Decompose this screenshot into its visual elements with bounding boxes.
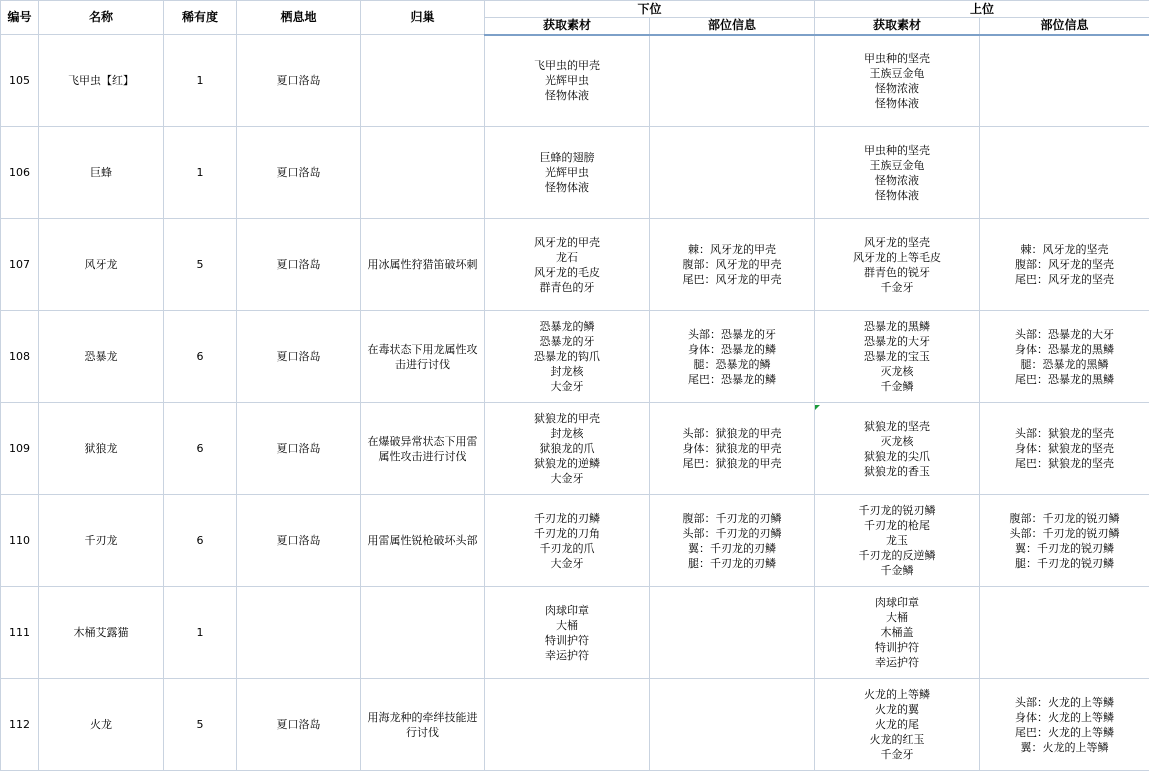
cell-low-parts: 头部：狱狼龙的甲壳 身体：狱狼龙的甲壳 尾巴：狱狼龙的甲壳 <box>650 403 815 495</box>
cell-habitat: 夏口洛岛 <box>237 127 361 219</box>
cell-name: 木桶艾露猫 <box>39 587 164 679</box>
cell-name: 飞甲虫【红】 <box>39 35 164 127</box>
table-row <box>1 35 1149 127</box>
cell-id: 106 <box>1 127 39 219</box>
cell-low-materials: 狱狼龙的甲壳 封龙核 狱狼龙的爪 狱狼龙的逆鳞 大金牙 <box>485 403 650 495</box>
cell-note: 用雷属性锐枪破坏头部 <box>361 495 485 587</box>
cell-id: 105 <box>1 35 39 127</box>
header-category: 归巢 <box>361 1 485 35</box>
cell-low-parts: 腹部：千刃龙的刃鳞 头部：千刃龙的刃鳞 翼：千刃龙的刃鳞 腿：千刃龙的刃鳞 <box>650 495 815 587</box>
cell-rarity: 1 <box>164 587 237 679</box>
header-name: 名称 <box>39 1 164 35</box>
cell-name: 风牙龙 <box>39 219 164 311</box>
cell-note: 用冰属性狩猎笛破坏刺 <box>361 219 485 311</box>
header-rarity: 稀有度 <box>164 1 237 35</box>
cell-low-parts <box>650 127 815 219</box>
cell-rarity: 1 <box>164 35 237 127</box>
cell-rarity: 1 <box>164 127 237 219</box>
table-row <box>1 127 1149 219</box>
cell-high-materials: 甲虫种的坚壳 王族豆金龟 怪物浓液 怪物体液 <box>815 35 980 127</box>
cell-rarity: 5 <box>164 679 237 771</box>
cell-rarity: 6 <box>164 311 237 403</box>
cell-note <box>361 35 485 127</box>
cell-rarity: 6 <box>164 495 237 587</box>
cell-high-parts <box>980 35 1149 127</box>
table-row <box>1 403 1149 495</box>
cell-note <box>361 127 485 219</box>
cell-name: 火龙 <box>39 679 164 771</box>
header-id: 编号 <box>1 1 39 35</box>
table-row <box>1 219 1149 311</box>
cell-high-materials: 甲虫种的坚壳 王族豆金龟 怪物浓液 怪物体液 <box>815 127 980 219</box>
header-high-materials: 获取素材 <box>815 18 980 35</box>
header-low-rank: 下位 <box>485 1 815 18</box>
cell-name: 千刃龙 <box>39 495 164 587</box>
cell-low-parts <box>650 587 815 679</box>
cell-rarity: 6 <box>164 403 237 495</box>
cell-name: 巨蜂 <box>39 127 164 219</box>
cell-note: 在爆破异常状态下用雷属性攻击进行讨伐 <box>361 403 485 495</box>
header-high-rank: 上位 <box>815 1 1149 18</box>
header-low-materials: 获取素材 <box>485 18 650 35</box>
cell-low-parts: 头部：恐暴龙的牙 身体：恐暴龙的鳞 腿：恐暴龙的鳞 尾巴：恐暴龙的鳞 <box>650 311 815 403</box>
cell-habitat: 夏口洛岛 <box>237 679 361 771</box>
cell-habitat: 夏口洛岛 <box>237 403 361 495</box>
cell-high-parts: 棘：风牙龙的坚壳 腹部：风牙龙的坚壳 尾巴：风牙龙的坚壳 <box>980 219 1149 311</box>
cell-high-parts <box>980 127 1149 219</box>
cell-high-materials: 肉球印章 大桶 木桶盖 特训护符 幸运护符 <box>815 587 980 679</box>
cell-id: 111 <box>1 587 39 679</box>
cell-low-materials: 肉球印章 大桶 特训护符 幸运护符 <box>485 587 650 679</box>
cell-comment-marker <box>815 405 820 410</box>
table-row <box>1 495 1149 587</box>
cell-high-parts: 头部：狱狼龙的坚壳 身体：狱狼龙的坚壳 尾巴：狱狼龙的坚壳 <box>980 403 1149 495</box>
cell-high-parts <box>980 587 1149 679</box>
cell-low-materials: 千刃龙的刃鳞 千刃龙的刀角 千刃龙的爪 大金牙 <box>485 495 650 587</box>
cell-high-parts: 腹部：千刃龙的锐刃鳞 头部：千刃龙的锐刃鳞 翼：千刃龙的锐刃鳞 腿：千刃龙的锐刃鳞 <box>980 495 1149 587</box>
cell-habitat <box>237 587 361 679</box>
cell-low-parts <box>650 35 815 127</box>
cell-low-materials: 巨蜂的翅膀 光辉甲虫 怪物体液 <box>485 127 650 219</box>
cell-rarity: 5 <box>164 219 237 311</box>
cell-note: 用海龙种的牵绊技能进行讨伐 <box>361 679 485 771</box>
cell-note <box>361 587 485 679</box>
cell-high-parts: 头部：火龙的上等鳞 身体：火龙的上等鳞 尾巴：火龙的上等鳞 翼：火龙的上等鳞 <box>980 679 1149 771</box>
cell-low-parts: 棘：风牙龙的甲壳 腹部：风牙龙的甲壳 尾巴：风牙龙的甲壳 <box>650 219 815 311</box>
cell-low-materials: 风牙龙的甲壳 龙石 风牙龙的毛皮 群青色的牙 <box>485 219 650 311</box>
cell-high-materials: 风牙龙的坚壳 风牙龙的上等毛皮 群青色的锐牙 千金牙 <box>815 219 980 311</box>
cell-high-materials: 恐暴龙的黑鳞 恐暴龙的大牙 恐暴龙的宝玉 灭龙核 千金鳞 <box>815 311 980 403</box>
cell-name: 恐暴龙 <box>39 311 164 403</box>
header-habitat: 栖息地 <box>237 1 361 35</box>
table-row <box>1 311 1149 403</box>
table-row <box>1 587 1149 679</box>
cell-id: 109 <box>1 403 39 495</box>
table-row <box>1 679 1149 771</box>
cell-id: 108 <box>1 311 39 403</box>
cell-id: 112 <box>1 679 39 771</box>
cell-low-materials: 恐暴龙的鳞 恐暴龙的牙 恐暴龙的钩爪 封龙核 大金牙 <box>485 311 650 403</box>
cell-habitat: 夏口洛岛 <box>237 35 361 127</box>
cell-high-materials: 狱狼龙的坚壳 灭龙核 狱狼龙的尖爪 狱狼龙的香玉 <box>815 403 980 495</box>
header-high-parts: 部位信息 <box>980 18 1149 35</box>
cell-low-materials: 飞甲虫的甲壳 光辉甲虫 怪物体液 <box>485 35 650 127</box>
cell-habitat: 夏口洛岛 <box>237 311 361 403</box>
cell-note: 在毒状态下用龙属性攻击进行讨伐 <box>361 311 485 403</box>
cell-name: 狱狼龙 <box>39 403 164 495</box>
cell-habitat: 夏口洛岛 <box>237 219 361 311</box>
cell-high-materials: 火龙的上等鳞 火龙的翼 火龙的尾 火龙的红玉 千金牙 <box>815 679 980 771</box>
cell-id: 110 <box>1 495 39 587</box>
cell-low-materials <box>485 679 650 771</box>
cell-high-materials: 千刃龙的锐刃鳞 千刃龙的枪尾 龙玉 千刃龙的反逆鳞 千金鳞 <box>815 495 980 587</box>
cell-habitat: 夏口洛岛 <box>237 495 361 587</box>
header-low-parts: 部位信息 <box>650 18 815 35</box>
cell-high-parts: 头部：恐暴龙的大牙 身体：恐暴龙的黑鳞 腿：恐暴龙的黑鳞 尾巴：恐暴龙的黑鳞 <box>980 311 1149 403</box>
header-row-1 <box>1 1 1149 18</box>
cell-id: 107 <box>1 219 39 311</box>
cell-low-parts <box>650 679 815 771</box>
